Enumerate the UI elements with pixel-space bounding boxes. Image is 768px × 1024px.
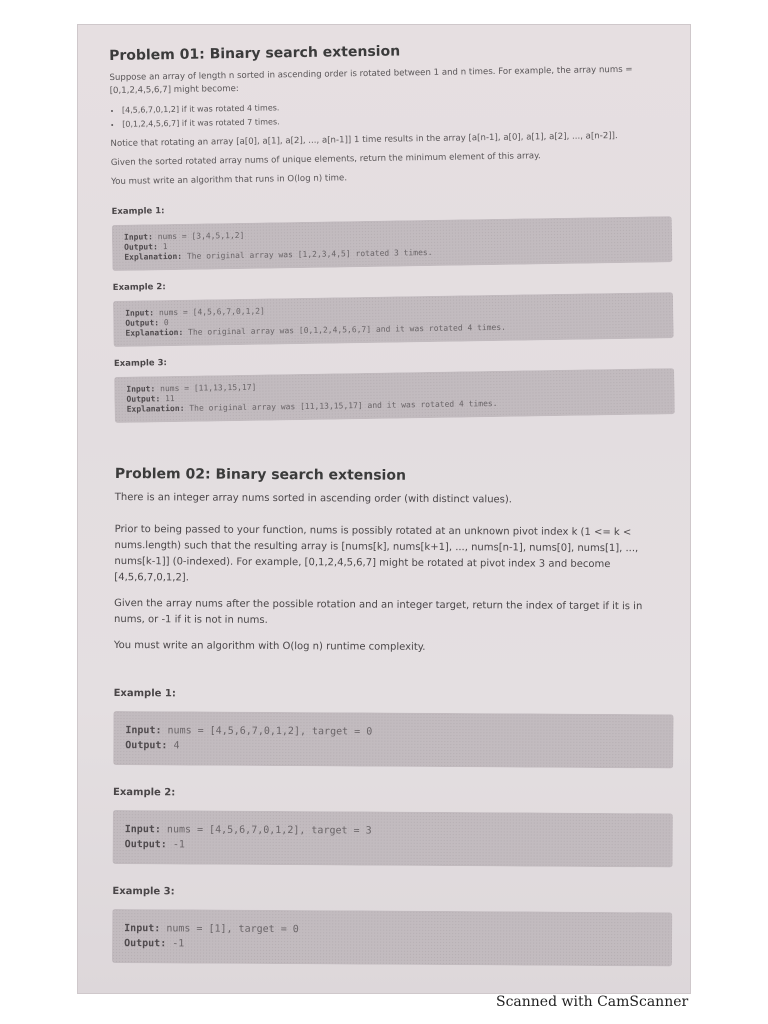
example-label: Example 1: bbox=[113, 687, 176, 700]
output-label: Output: bbox=[124, 839, 167, 851]
example-output: 1 bbox=[162, 242, 168, 252]
rotation-notice: Notice that rotating an array [a[0], a[1], a[2], ..., a[n-1]] 1 time results in the array [a[n-1], a[0], a[1], a[2], ..., a[n-2]]. bbox=[110, 131, 618, 149]
example-input: nums = [11,13,15,17] bbox=[160, 382, 257, 394]
example-code-block bbox=[113, 810, 673, 867]
example-input: nums = [3,4,5,1,2] bbox=[157, 230, 245, 242]
input-label: Input: bbox=[124, 824, 161, 836]
scanned-page bbox=[77, 24, 691, 994]
problem-01-task: Given the sorted rotated array nums of unique elements, return the minimum element of this array. bbox=[110, 151, 541, 168]
example-code-block bbox=[114, 368, 675, 423]
input-label: Input: bbox=[125, 308, 155, 318]
output-label: Output: bbox=[124, 938, 167, 950]
input-label: Input: bbox=[123, 232, 153, 242]
example-input: nums = [4,5,6,7,0,1,2], target = 0 bbox=[167, 725, 373, 738]
output-label: Output: bbox=[125, 740, 168, 752]
example-output: 0 bbox=[163, 318, 169, 328]
input-label: Input: bbox=[125, 725, 162, 737]
output-label: Output: bbox=[124, 242, 158, 252]
problem-02-title: Problem 02: Binary search extension bbox=[114, 466, 407, 484]
explanation-label: Explanation: bbox=[126, 403, 185, 414]
example-output: 4 bbox=[173, 740, 180, 752]
rotation-examples-list bbox=[110, 95, 670, 132]
example-label: Example 2: bbox=[112, 786, 176, 799]
example-output: 11 bbox=[164, 394, 175, 404]
problem-01-description: Suppose an array of length n sorted in ascending order is rotated between 1 and n times. For example, the array nums = [0,1,2,4,5,6,7] might become: bbox=[109, 64, 633, 96]
list-item: • [0,1,2,4,5,6,7] if it was rotated 7 times. bbox=[122, 109, 670, 132]
example-output: -1 bbox=[172, 839, 185, 851]
example-label: Example 3: bbox=[113, 358, 167, 369]
example-explanation: The original array was [0,1,2,4,5,6,7] and it was rotated 4 times. bbox=[188, 322, 507, 337]
scanner-watermark: Scanned with CamScanner bbox=[496, 994, 689, 1010]
example-explanation: The original array was [11,13,15,17] and it was rotated 4 times. bbox=[189, 398, 498, 413]
example-input: nums = [4,5,6,7,0,1,2], target = 3 bbox=[166, 824, 372, 837]
problem-02-intro: There is an integer array nums sorted in ascending order (with distinct values). bbox=[114, 491, 513, 506]
explanation-label: Explanation: bbox=[124, 251, 183, 262]
problem-02-task: Given the array nums after the possible rotation and an integer target, return the index of target if it is in nums, or -1 if it is not in nums. bbox=[114, 597, 643, 626]
list-item: • [4,5,6,7,0,1,2] if it was rotated 4 times. bbox=[122, 95, 670, 118]
input-label: Input: bbox=[124, 923, 161, 935]
example-code-block bbox=[112, 909, 672, 966]
example-code-block bbox=[112, 216, 673, 271]
explanation-label: Explanation: bbox=[125, 327, 184, 338]
example-output: -1 bbox=[172, 938, 185, 950]
example-label: Example 3: bbox=[112, 885, 175, 898]
example-explanation: The original array was [1,2,3,4,5] rotated 3 times. bbox=[186, 247, 433, 261]
example-input: nums = [4,5,6,7,0,1,2] bbox=[158, 306, 265, 318]
example-label: Example 1: bbox=[111, 206, 165, 217]
example-input: nums = [1], target = 0 bbox=[166, 923, 299, 936]
output-label: Output: bbox=[125, 318, 160, 328]
problem-02-section bbox=[112, 466, 675, 966]
problem-01-section bbox=[109, 39, 675, 423]
example-code-block bbox=[113, 711, 673, 768]
example-code-block bbox=[113, 292, 674, 347]
input-label: Input: bbox=[126, 384, 156, 394]
problem-02-complexity: You must write an algorithm with O(log n) runtime complexity. bbox=[113, 639, 426, 653]
problem-01-complexity: You must write an algorithm that runs in O(log n) time. bbox=[111, 173, 348, 187]
problem-01-title: Problem 01: Binary search extension bbox=[109, 43, 401, 64]
problem-02-description: Prior to being passed to your function, nums is possibly rotated at an unknown pivot index k (1 <= k < nums.length) such that the resulting array is [nums[k], nums[k+1], ..., nums[n-1], nums[0], nums[1], ..., nums[k-1]] (0-indexed). For example, [0,1,2,4,5,6,7] might be rotated at pivot index 3 and become [4,5,6,7,0,1,2]. bbox=[114, 523, 639, 584]
example-label: Example 2: bbox=[112, 282, 166, 293]
output-label: Output: bbox=[126, 394, 161, 404]
